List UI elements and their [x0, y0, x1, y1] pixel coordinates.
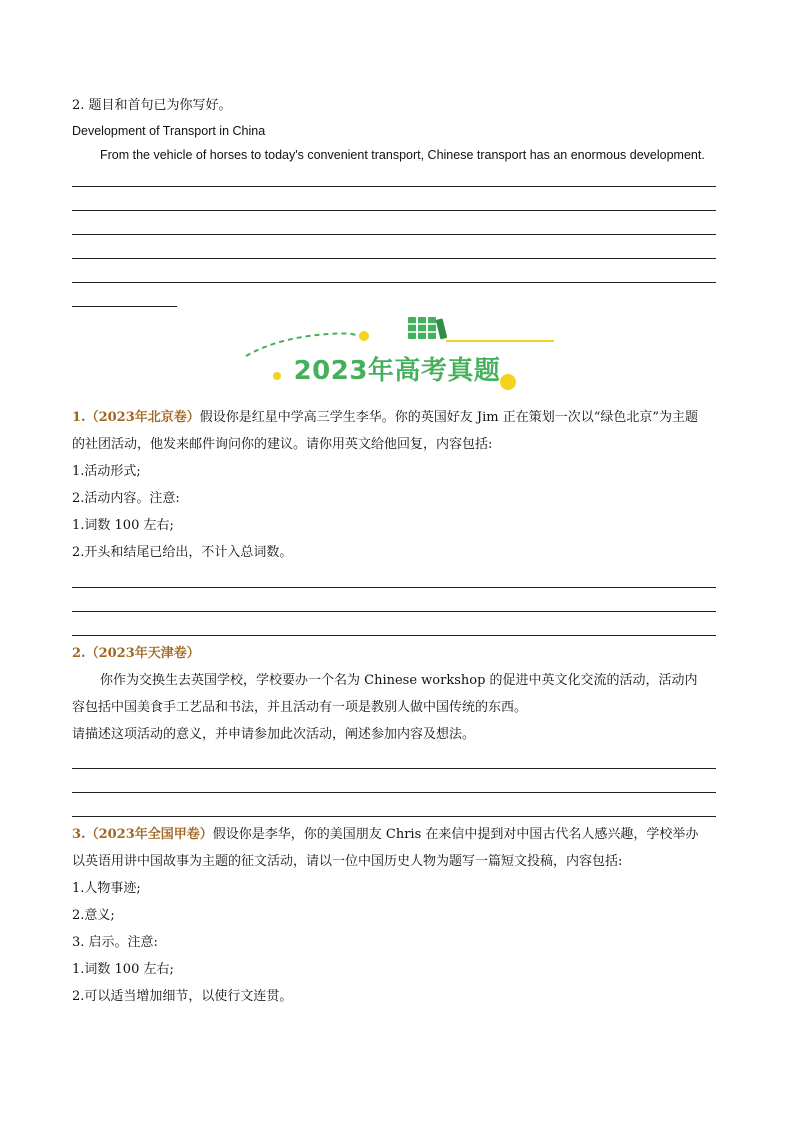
question-1-item: 1.活动形式;	[72, 464, 141, 479]
question-1-item: 2.开头和结尾已给出，不计入总词数。	[72, 545, 293, 560]
writing-line	[72, 792, 716, 793]
writing-line	[72, 186, 716, 187]
writing-line-short	[72, 306, 177, 307]
banner-title: 2023年高考真题	[293, 356, 501, 386]
question-3-item: 3. 启示。注意:	[72, 935, 158, 950]
essay-first-sentence: From the vehicle of horses to today's convenient transport, Chinese transport has an enormous development.	[100, 148, 705, 162]
writing-line	[72, 234, 716, 235]
writing-line	[72, 258, 716, 259]
writing-line	[72, 635, 716, 636]
question-3-item: 1.人物事迹;	[72, 881, 141, 896]
item2-instruction: 2. 题目和首句已为你写好。	[72, 98, 232, 113]
writing-line	[72, 587, 716, 588]
question-3-line-1	[72, 826, 698, 844]
question-1-line-1	[72, 409, 698, 427]
question-3-item: 2.可以适当增加细节，以使行文连贯。	[72, 989, 293, 1004]
question-3-line-2: 以英语用讲中国故事为主题的征文活动，请以一位中国历史人物为题写一篇短文投稿，内容包括:	[72, 854, 623, 869]
writing-line	[72, 816, 716, 817]
writing-line	[72, 611, 716, 612]
question-2-line-2: 容包括中国美食手工艺品和书法，并且活动有一项是教别人做中国传统的东西。	[72, 700, 528, 715]
question-1-item: 2.活动内容。注意:	[72, 491, 180, 506]
question-3-item: 2.意义;	[72, 908, 115, 923]
question-3-text: 假设你是李华，你的美国朋友 Chris 在来信中提到对中国古代名人感兴趣，学校举办	[212, 827, 699, 842]
essay-title: Development of Transport in China	[72, 124, 266, 138]
question-1-line-2: 的社团活动，他发来邮件询问你的建议。请你用英文给他回复，内容包括:	[72, 437, 493, 452]
writing-line	[72, 768, 716, 769]
question-2-line-3: 请描述这项活动的意义，并申请参加此次活动，阐述参加内容及想法。	[72, 727, 476, 742]
question-1-item: 1.词数 100 左右;	[72, 518, 174, 533]
question-3-item: 1.词数 100 左右;	[72, 962, 174, 977]
question-3-label: 3.（2023年全国甲卷）	[72, 827, 213, 842]
writing-line	[72, 210, 716, 211]
question-1-text: 假设你是红星中学高三学生李华。你的英国好友 Jim 正在策划一次以“绿色北京”为主题	[199, 410, 699, 425]
question-2-label: 2.（2023年天津卷）	[72, 646, 200, 661]
books-icon	[408, 317, 447, 339]
writing-line	[72, 282, 716, 283]
question-2-line-1: 你作为交换生去英国学校，学校要办一个名为 Chinese workshop 的促进中英文化交流的活动，活动内	[100, 673, 698, 688]
section-banner	[240, 312, 560, 396]
question-1-label: 1.（2023年北京卷）	[72, 410, 200, 425]
